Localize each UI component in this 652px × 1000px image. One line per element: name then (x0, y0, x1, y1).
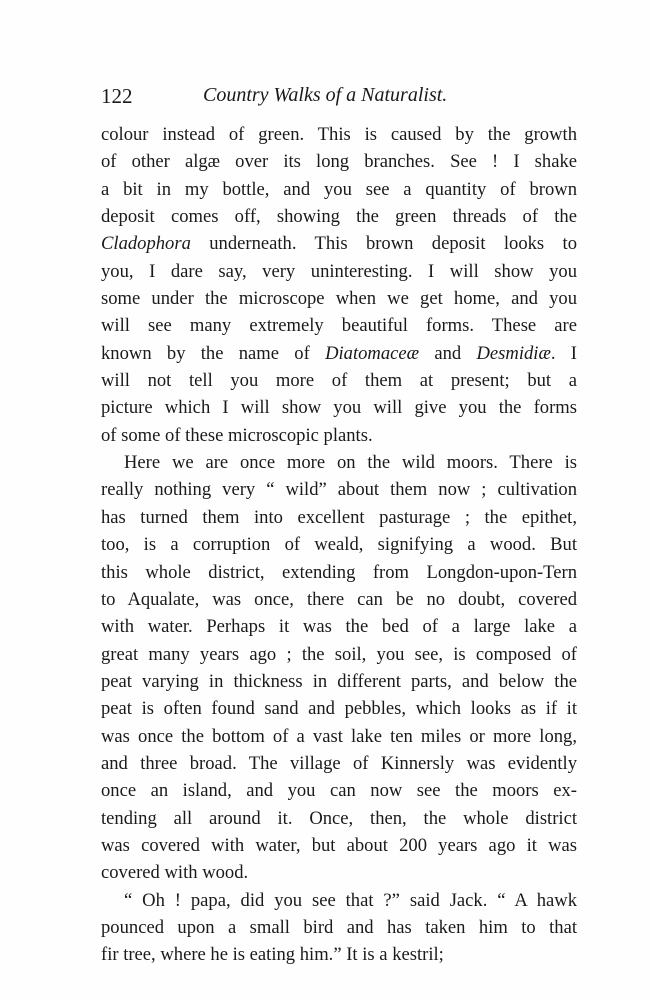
text-line (101, 394, 577, 421)
text-line (101, 422, 577, 449)
text-line (101, 312, 577, 339)
text-line (101, 613, 577, 640)
text-run: Here we are once more on the wild moors. There is (124, 452, 577, 474)
text-line (101, 258, 577, 285)
text-line (101, 230, 577, 257)
text-run: will not tell you more of them at present; but a (101, 370, 577, 392)
text-line (101, 914, 577, 941)
text-line (101, 832, 577, 859)
running-header (101, 84, 576, 114)
text-run: too, is a corruption of weald, signifying a wood. But (101, 534, 577, 556)
text-line (101, 586, 577, 613)
text-run: this whole district, extending from Longdon-upon-Tern (101, 561, 577, 583)
text-run: peat is often found sand and pebbles, which looks as if it (101, 698, 577, 720)
body-text (101, 121, 577, 969)
text-run: a bit in my bottle, and you see a quantity of brown (101, 178, 577, 200)
text-line (101, 887, 577, 914)
text-line (101, 176, 577, 203)
text-line (101, 695, 577, 722)
text-line (101, 559, 577, 586)
text-line (101, 723, 577, 750)
text-line (101, 504, 577, 531)
text-line (101, 476, 577, 503)
text-run: with water. Perhaps it was the bed of a large lake a (101, 616, 577, 638)
text-run: really nothing very “ wild” about them now ; cultivation (101, 479, 577, 501)
text-run: and (419, 342, 477, 364)
text-run: you, I dare say, very uninteresting. I will show you (101, 260, 577, 282)
text-line (101, 203, 577, 230)
text-run: to Aqualate, was once, there can be no doubt, covered (101, 588, 577, 610)
text-line (101, 668, 577, 695)
text-run: deposit comes off, showing the green threads of the (101, 206, 577, 228)
paragraph (101, 887, 577, 969)
italic-term: Diatomaceæ (325, 342, 420, 364)
text-line (101, 531, 577, 558)
text-run: great many years ago ; the soil, you see, is composed of (101, 643, 577, 665)
text-line (101, 121, 577, 148)
text-run: some under the microscope when we get home, and you (101, 288, 577, 310)
text-line (101, 859, 577, 886)
text-run: tending all around it. Once, then, the whole district (101, 807, 577, 829)
text-run: pounced upon a small bird and has taken him to that (101, 916, 577, 938)
page-number: 122 (101, 84, 133, 108)
text-run: underneath. This brown deposit looks to (190, 233, 577, 255)
text-line (101, 449, 577, 476)
running-title: Country Walks of a Naturalist. (203, 84, 448, 106)
text-run: fir tree, where he is eating him.” It is a kestril; (101, 944, 444, 966)
text-line (101, 805, 577, 832)
text-run: of other algæ over its long branches. See ! I shake (101, 151, 577, 173)
text-line (101, 641, 577, 668)
text-run: picture which I will show you will give you the forms (101, 397, 577, 419)
text-line (101, 340, 577, 367)
text-run: once an island, and you can now see the moors ex- (101, 780, 577, 802)
text-run: has turned them into excellent pasturage ; the epithet, (101, 506, 577, 528)
text-run: of some of these microscopic plants. (101, 424, 373, 446)
paragraph (101, 121, 577, 449)
text-run: peat varying in thickness in different parts, and below the (101, 670, 577, 692)
text-line (101, 148, 577, 175)
text-run: known by the name of (101, 342, 326, 364)
text-run: will see many extremely beautiful forms. These are (101, 315, 577, 337)
text-line (101, 750, 577, 777)
text-run: covered with wood. (101, 862, 249, 884)
text-line (101, 367, 577, 394)
text-run: and three broad. The village of Kinnersly was evidently (101, 752, 577, 774)
italic-term: Desmidiæ (476, 342, 551, 364)
text-line (101, 777, 577, 804)
text-run: “ Oh ! papa, did you see that ?” said Jack. “ A hawk (124, 889, 577, 911)
text-line (101, 285, 577, 312)
paragraph (101, 449, 577, 887)
text-run: colour instead of green. This is caused by the growth (101, 124, 577, 145)
text-run: was covered with water, but about 200 years ago it was (101, 834, 577, 856)
text-run: was once the bottom of a vast lake ten miles or more long, (101, 725, 577, 747)
italic-term: Cladophora (101, 233, 191, 255)
text-run: . I (550, 342, 577, 364)
text-line (101, 941, 577, 968)
